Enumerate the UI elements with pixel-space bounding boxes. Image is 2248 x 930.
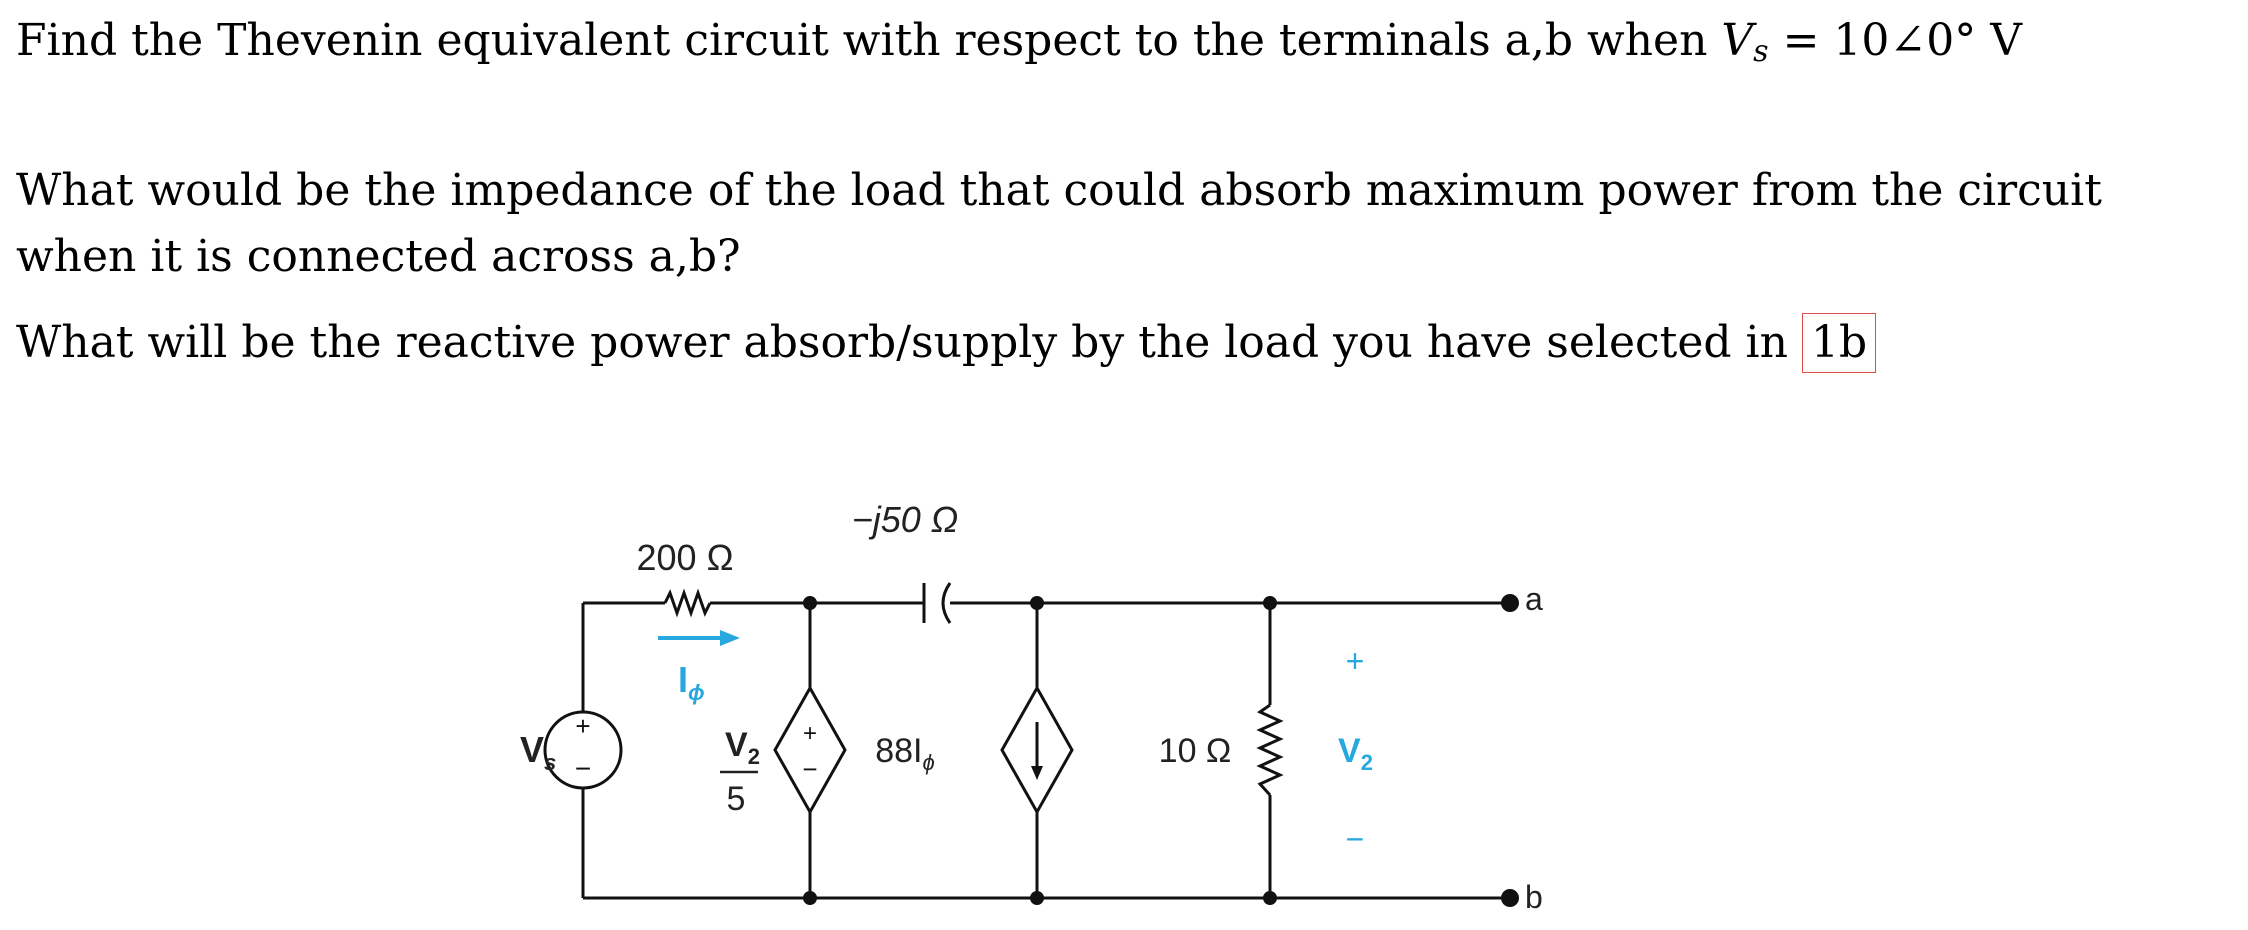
dep-voltage-numerator: $V_2$ (725, 726, 760, 769)
dep-voltage-denominator: 5 (726, 780, 746, 818)
resistor-10-icon (1260, 705, 1280, 795)
node-dot (1030, 891, 1044, 905)
dvs-plus: + (802, 720, 818, 747)
question-2 (16, 158, 2231, 290)
v2-plus: + (1345, 643, 1365, 679)
node-dot (1263, 891, 1277, 905)
node-dot (1030, 596, 1044, 610)
vs-value: = 10∠0° V (1768, 15, 2023, 66)
current-label: $I_\phi$ (678, 659, 705, 705)
terminal-a-label: a (1525, 581, 1543, 617)
v2-minus: − (1345, 821, 1365, 857)
question-1 (16, 8, 2022, 85)
node-dot (803, 891, 817, 905)
source-plus: + (575, 711, 591, 741)
dep-current-label: $88I_\phi$ (875, 732, 935, 775)
current-arrow-icon (658, 630, 740, 646)
question-reference-box: 1b (1802, 313, 1876, 373)
vs-symbol: V (1721, 15, 1754, 66)
resistor-200-label: 200 Ω (636, 537, 734, 578)
question-3-text: What will be the reactive power absorb/supply by the load you have selected in (16, 317, 1802, 368)
dvs-minus: − (802, 754, 818, 784)
resistor-200-icon (665, 593, 710, 613)
node-dot (1263, 596, 1277, 610)
resistor-10-label: 10 Ω (1158, 732, 1232, 770)
dependent-voltage-source-icon (775, 688, 845, 812)
terminal-a-dot (1501, 594, 1519, 612)
circuit-diagram (380, 460, 1570, 930)
source-label: $V_s$ (520, 729, 557, 775)
voltage-source-icon (545, 711, 621, 788)
terminal-b-label: b (1525, 879, 1543, 915)
source-minus: − (574, 753, 592, 784)
question-3 (16, 310, 1876, 376)
question-2-text: What would be the impedance of the load that could absorb maximum power from the circuit when it is connected across a,b? (16, 165, 2102, 282)
capacitor-label: −j50 Ω (851, 499, 959, 540)
capacitor-icon (924, 583, 950, 623)
dependent-current-source-icon (1002, 688, 1072, 812)
node-dot (803, 596, 817, 610)
question-1-text: Find the Thevenin equivalent circuit with respect to the terminals a,b when (16, 15, 1722, 66)
v2-label: $V_2$ (1338, 732, 1373, 775)
vs-subscript: s (1753, 34, 1769, 69)
terminal-b-dot (1501, 889, 1519, 907)
